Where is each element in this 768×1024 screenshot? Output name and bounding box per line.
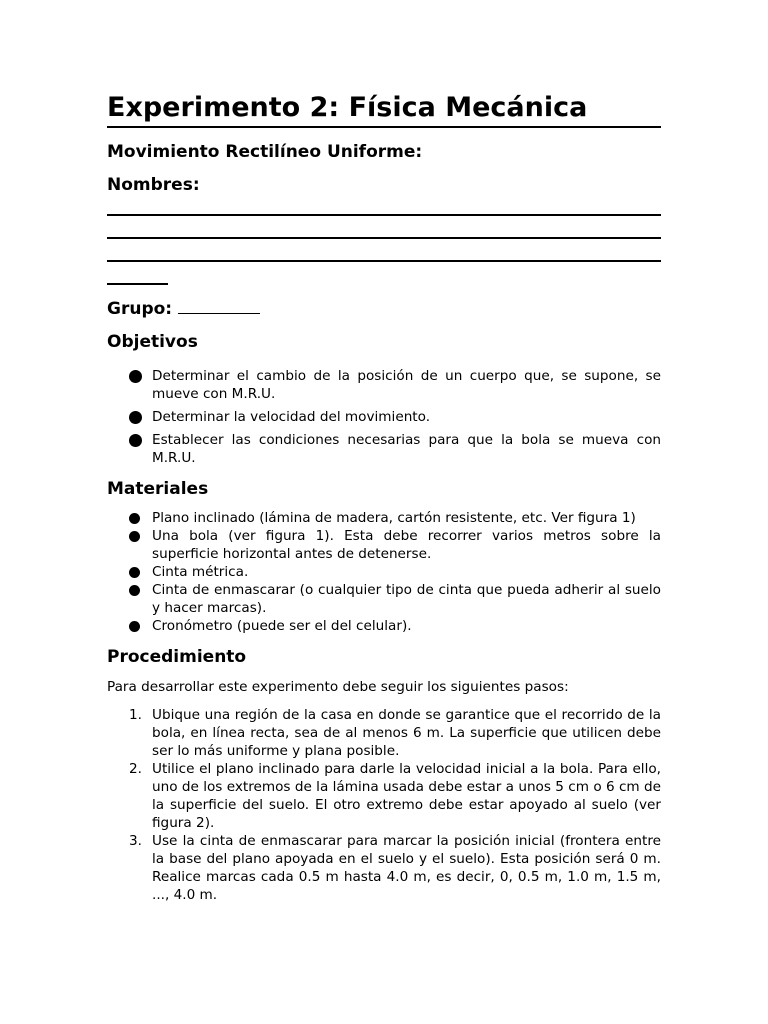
grupo-label: Grupo: bbox=[107, 299, 173, 319]
step-number: 1. bbox=[129, 707, 142, 723]
grupo-field bbox=[107, 298, 260, 320]
procedimiento-steps bbox=[107, 706, 661, 904]
materiales-heading: Materiales bbox=[107, 479, 209, 499]
nombres-line-4 bbox=[107, 283, 168, 285]
subtitle: Movimiento Rectilíneo Uniforme: bbox=[107, 142, 423, 162]
list-item: Cronómetro (puede ser el del celular). bbox=[107, 617, 661, 635]
step-number: 2. bbox=[129, 761, 142, 777]
bullet-icon bbox=[129, 434, 142, 447]
list-item: Determinar el cambio de la posición de un cuerpo que, se supone, se mueve con M.R.U. bbox=[107, 367, 661, 403]
bullet-icon bbox=[129, 513, 140, 524]
nombres-line-1 bbox=[107, 214, 661, 216]
bullet-icon bbox=[129, 531, 140, 542]
document-title: Experimento 2: Física Mecánica bbox=[107, 92, 588, 123]
nombres-line-2 bbox=[107, 237, 661, 239]
objetivos-heading: Objetivos bbox=[107, 332, 198, 352]
bullet-icon bbox=[129, 370, 142, 383]
list-item: Plano inclinado (lámina de madera, cartón resistente, etc. Ver figura 1) bbox=[107, 509, 661, 527]
bullet-icon bbox=[129, 411, 142, 424]
bullet-icon bbox=[129, 567, 140, 578]
procedimiento-intro: Para desarrollar este experimento debe seguir los siguientes pasos: bbox=[107, 679, 569, 695]
list-item: Determinar la velocidad del movimiento. bbox=[107, 408, 661, 426]
list-item: 2. Utilice el plano inclinado para darle la velocidad inicial a la bola. Para ello, uno de los extremos de la lámina usada debe estar a unos 5 cm o 6 cm de la superficie del suelo. El otro extremo debe estar apoyado al suelo (ver figura 2). bbox=[129, 761, 661, 831]
list-item: Cinta métrica. bbox=[107, 563, 661, 581]
nombres-label: Nombres: bbox=[107, 175, 200, 195]
procedimiento-heading: Procedimiento bbox=[107, 647, 247, 667]
bullet-icon bbox=[129, 621, 140, 632]
nombres-line-3 bbox=[107, 260, 661, 262]
grupo-blank-line bbox=[178, 299, 260, 314]
materiales-list bbox=[107, 509, 661, 635]
list-item: Establecer las condiciones necesarias para que la bola se mueva con M.R.U. bbox=[107, 431, 661, 467]
list-item: Cinta de enmascarar (o cualquier tipo de cinta que pueda adherir al suelo y hacer marcas). bbox=[107, 581, 661, 617]
list-item: 1. Ubique una región de la casa en donde se garantice que el recorrido de la bola, en línea recta, sea de al menos 6 m. La superficie que utilicen debe ser lo más uniforme y plana posible. bbox=[129, 707, 661, 759]
list-item: 3. Use la cinta de enmascarar para marcar la posición inicial (frontera entre la base del plano apoyada en el suelo y el suelo). Esta posición será 0 m. Realice marcas cada 0.5 m hasta 4.0 m, es decir, 0, 0.5 m, 1.0 m, 1.5 m, ..., 4.0 m. bbox=[129, 833, 661, 903]
title-underline bbox=[107, 126, 661, 128]
objetivos-list bbox=[107, 367, 661, 472]
bullet-icon bbox=[129, 585, 140, 596]
step-number: 3. bbox=[129, 833, 142, 849]
list-item: Una bola (ver figura 1). Esta debe recorrer varios metros sobre la superficie horizontal antes de detenerse. bbox=[107, 527, 661, 563]
